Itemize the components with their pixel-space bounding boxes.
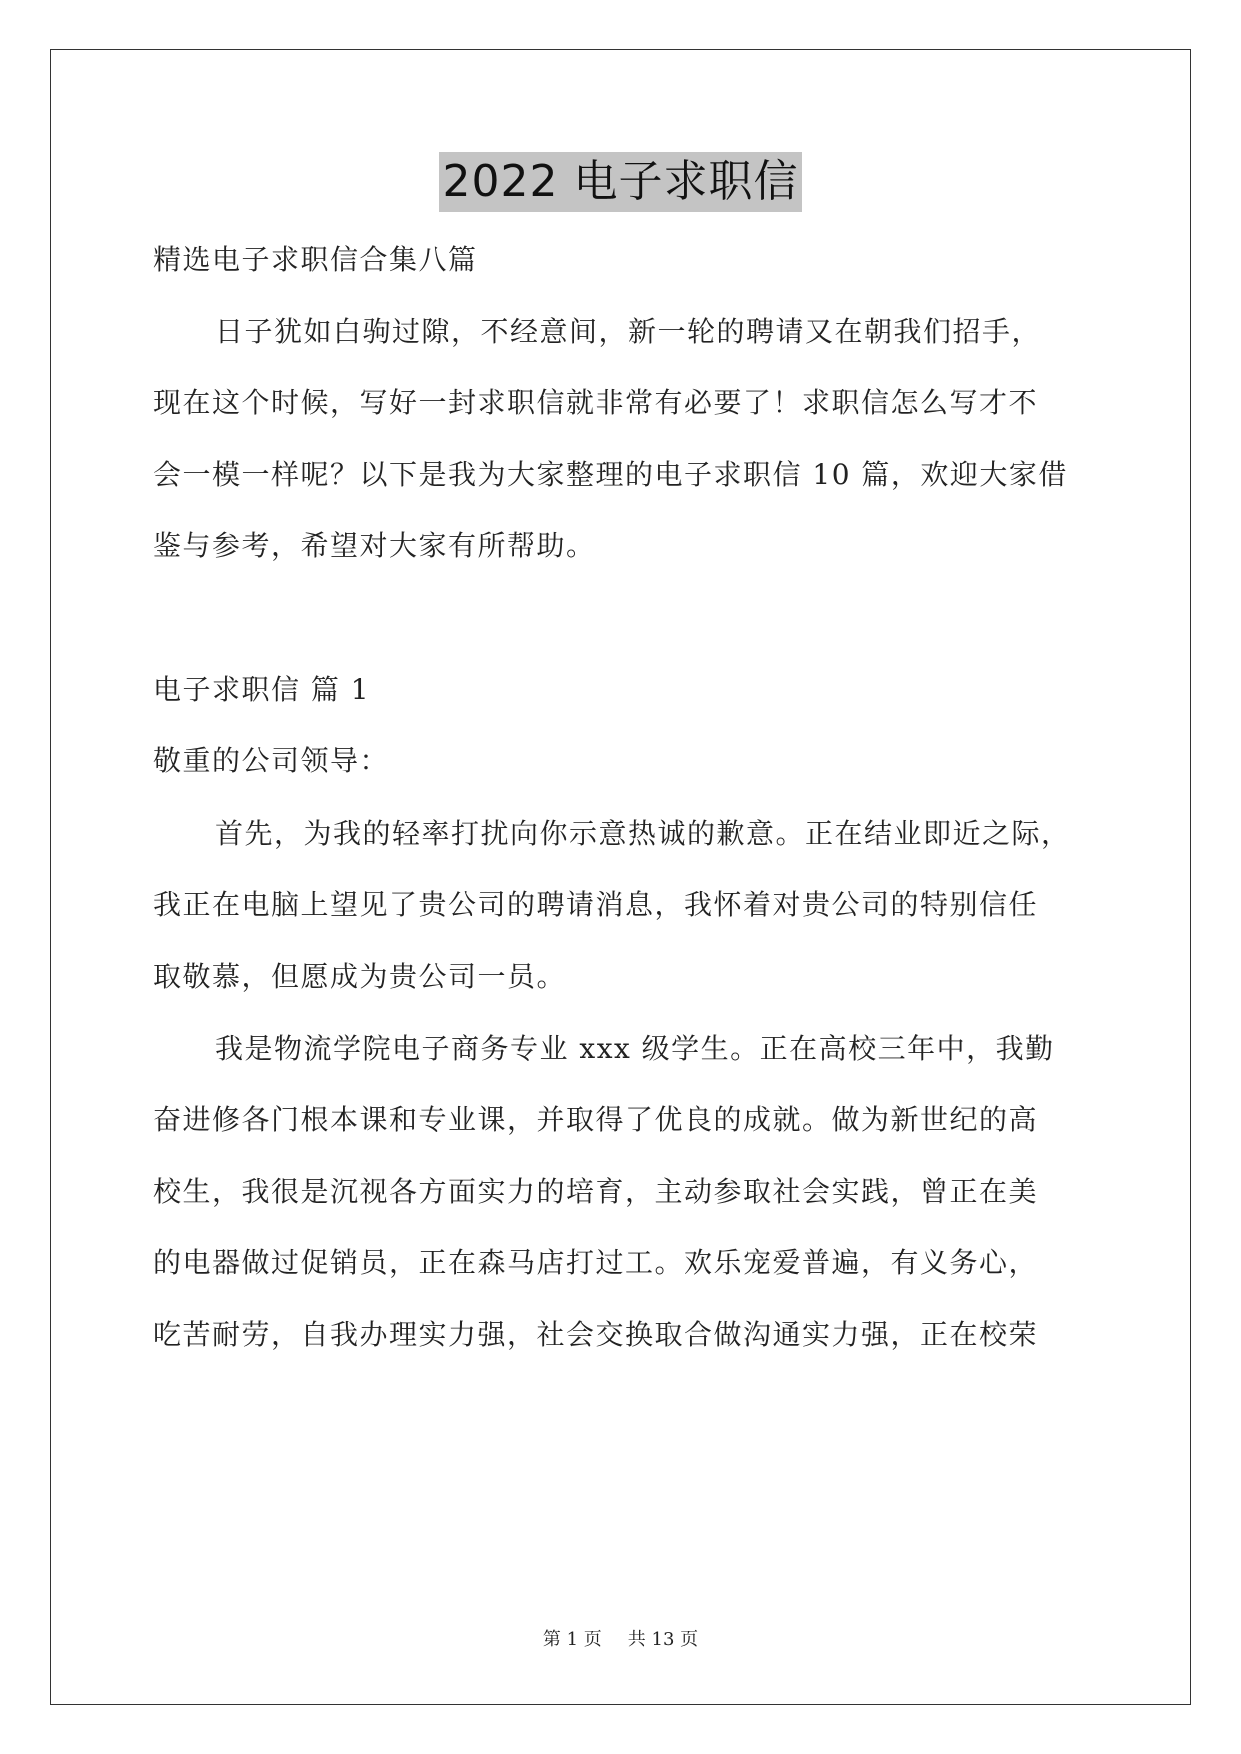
paragraph-line: 奋进修各门根本课和专业课，并取得了优良的成就。做为新世纪的高 (153, 1103, 1039, 1136)
paragraph-line: 首先，为我的轻率打扰向你示意热诚的歉意。正在结业即近之际， (215, 817, 1071, 850)
subtitle: 精选电子求职信合集八篇 (153, 243, 478, 276)
paragraph-line: 会一模一样呢？以下是我为大家整理的电子求职信 10 篇，欢迎大家借 (153, 458, 1068, 491)
page-footer (0, 1628, 1241, 1652)
paragraph-line: 的电器做过促销员，正在森马店打过工。欢乐宠爱普遍，有义务心， (153, 1246, 1039, 1279)
paragraph-line: 我是物流学院电子商务专业 xxx 级学生。正在高校三年中，我勤 (215, 1032, 1055, 1065)
page-total: 共 13 页 (627, 1629, 699, 1650)
section-heading: 电子求职信 篇 1 (153, 673, 371, 706)
title-container (0, 152, 1241, 212)
document-title: 2022 电子求职信 (439, 152, 803, 212)
paragraph-line: 现在这个时候，写好一封求职信就非常有必要了！求职信怎么写才不 (153, 386, 1039, 419)
salutation: 敬重的公司领导： (153, 744, 390, 777)
paragraph-line: 取敬慕，但愿成为贵公司一员。 (153, 960, 567, 993)
paragraph-line: 鉴与参考，希望对大家有所帮助。 (153, 529, 596, 562)
page-border (50, 49, 1191, 1705)
paragraph-line: 我正在电脑上望见了贵公司的聘请消息，我怀着对贵公司的特别信任 (153, 888, 1039, 921)
paragraph-line: 吃苦耐劳，自我办理实力强，社会交换取合做沟通实力强，正在校荣 (153, 1318, 1039, 1351)
paragraph-line: 校生，我很是沉视各方面实力的培育，主动参取社会实践，曾正在美 (153, 1175, 1039, 1208)
page-number: 第 1 页 (542, 1629, 602, 1650)
paragraph-line: 日子犹如白驹过隙，不经意间，新一轮的聘请又在朝我们招手， (215, 315, 1042, 348)
